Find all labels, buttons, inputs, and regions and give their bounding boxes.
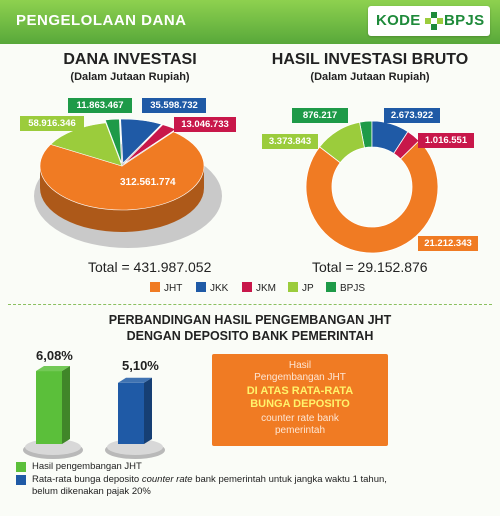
note-jht: Hasil pengembangan JHT [32, 461, 142, 472]
logo-text-kode: KODE [376, 12, 421, 29]
label-bpjs: 11.863.467 [68, 98, 132, 113]
comparison-title-line1: PERBANDINGAN HASIL PENGEMBANGAN JHT [108, 313, 392, 327]
section-divider [8, 304, 492, 305]
label-jht: 312.561.774 [120, 177, 176, 188]
note-swatch-deposito [16, 475, 26, 485]
dana-investasi-total: Total = 431.987.052 [88, 259, 212, 275]
bpjs-logo [368, 6, 490, 36]
bpjs-emblem-icon [425, 12, 443, 30]
label-bpjs-2: 876.217 [292, 108, 348, 123]
comparison-title-line2: DENGAN DEPOSITO BANK PEMERINTAH [126, 329, 374, 343]
header-title: PENGELOLAAN DANA [16, 12, 187, 29]
bar-deposito [105, 378, 165, 459]
note-deposito: Rata-rata bunga deposito counter rate bank pemerintah untuk jangka waktu 1 tahun, belum dikenakan pajak 20% [32, 474, 387, 497]
label-jp-2: 3.373.843 [262, 134, 318, 149]
hasil-investasi-subtitle: (Dalam Jutaan Rupiah) [310, 71, 430, 83]
bar-label-deposito: 5,10% [122, 358, 159, 373]
legend-swatch-jht [150, 282, 160, 292]
dana-investasi-subtitle: (Dalam Jutaan Rupiah) [70, 71, 190, 83]
hasil-investasi-total: Total = 29.152.876 [312, 259, 428, 275]
comparison-title [0, 312, 500, 344]
label-jkk: 35.598.732 [142, 98, 206, 113]
bar-label-jht: 6,08% [36, 348, 73, 363]
dana-investasi-title: DANA INVESTASI [63, 51, 197, 68]
label-jp: 58.916.346 [20, 116, 84, 131]
legend-item-jp: JP [288, 282, 314, 296]
logo-text-bpjs: BPJS [444, 12, 485, 29]
highlight-line2: DI ATAS RATA-RATA BUNGA DEPOSITO [246, 385, 354, 410]
label-jkm-2: 1.016.551 [418, 133, 474, 148]
legend-item-jkk: JKK [196, 282, 228, 296]
highlight-line3: counter rate bank pemerintah [261, 413, 339, 436]
hasil-investasi-title: HASIL INVESTASI BRUTO [271, 51, 469, 68]
label-jht-2: 21.212.343 [418, 236, 478, 251]
note-swatch-jht [16, 462, 26, 472]
legend-swatch-jkk [196, 282, 206, 292]
label-jkk-2: 2.673.922 [384, 108, 440, 123]
highlight-line1: Hasil Pengembangan JHT [254, 360, 346, 383]
dana-investasi-pie [12, 88, 252, 248]
legend-item-bpjs: BPJS [326, 282, 365, 296]
legend-swatch-jp [288, 282, 298, 292]
legend-item-jht: JHT [150, 282, 182, 296]
legend-item-jkm: JKM [242, 282, 276, 296]
bar-jht [23, 366, 83, 459]
label-jkm: 13.046.733 [174, 117, 236, 132]
comparison-bar-chart [14, 362, 214, 462]
legend-swatch-bpjs [326, 282, 336, 292]
legend-swatch-jkm [242, 282, 252, 292]
highlight-box [212, 354, 388, 446]
header-bar [0, 0, 500, 44]
